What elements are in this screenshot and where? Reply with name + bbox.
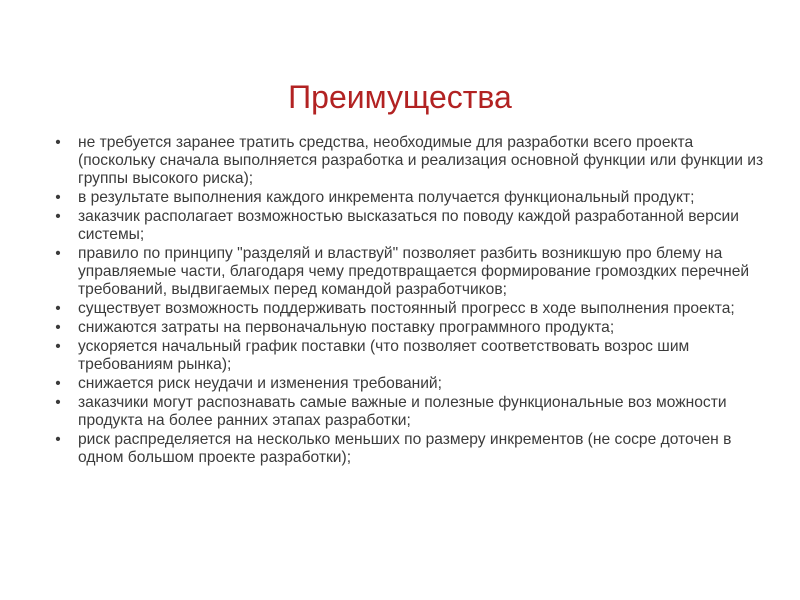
bullet-marker: • <box>55 338 61 355</box>
bullet-marker: • <box>55 189 61 206</box>
bullet-marker: • <box>55 300 61 317</box>
bullet-item <box>52 431 764 467</box>
bullet-text: ускоряется начальный график поставки (что позволяет соответствовать возрос шим требованиям рынка); <box>78 338 690 373</box>
bullet-item <box>52 189 764 207</box>
bullet-text: снижаются затраты на первоначальную поставку программного продукта; <box>78 319 615 336</box>
bullet-item <box>52 338 764 374</box>
bullet-marker: • <box>55 375 61 392</box>
slide-title: Преимущества <box>288 79 512 116</box>
bullet-marker: • <box>55 319 61 336</box>
bullet-text: в результате выполнения каждого инкремента получается функциональный продукт; <box>78 189 695 206</box>
bullet-marker: • <box>55 134 61 151</box>
bullet-marker: • <box>55 394 61 411</box>
bullet-text: заказчики могут распознавать самые важные и полезные функциональные воз можности продукта на более ранних этапах разработки; <box>78 394 727 429</box>
bullet-text: существует возможность поддерживать постоянный прогресс в ходе выполнения проекта; <box>78 300 735 317</box>
bullet-item <box>52 300 764 318</box>
bullet-marker: • <box>55 245 61 262</box>
bullet-marker: • <box>55 431 61 448</box>
bullet-text: риск распределяется на несколько меньших по размеру инкрементов (не сосре доточен в одном большом проекте разработки); <box>78 431 732 466</box>
bullet-item <box>52 394 764 430</box>
bullet-text: не требуется заранее тратить средства, необходимые для разработки всего проекта (поскольку сначала выполняется разработка и реализация основной функции или функции из группы высокого риска); <box>78 134 764 187</box>
bullet-text: снижается риск неудачи и изменения требований; <box>78 375 442 392</box>
bullet-text: заказчик располагает возможностью высказаться по поводу каждой разработанной версии системы; <box>78 208 739 243</box>
bullet-list <box>52 134 764 468</box>
bullet-text: правило по принципу "разделяй и властвуй" позволяет разбить возникшую про блему на управляемые части, благодаря чему предотвращается формирование громоздких перечней требований, выдвигаемых перед командой разработчиков; <box>78 245 750 298</box>
bullet-item <box>52 375 764 393</box>
bullet-item <box>52 208 764 244</box>
bullet-marker: • <box>55 208 61 225</box>
bullet-item <box>52 245 764 299</box>
bullet-item <box>52 319 764 337</box>
bullet-item <box>52 134 764 188</box>
